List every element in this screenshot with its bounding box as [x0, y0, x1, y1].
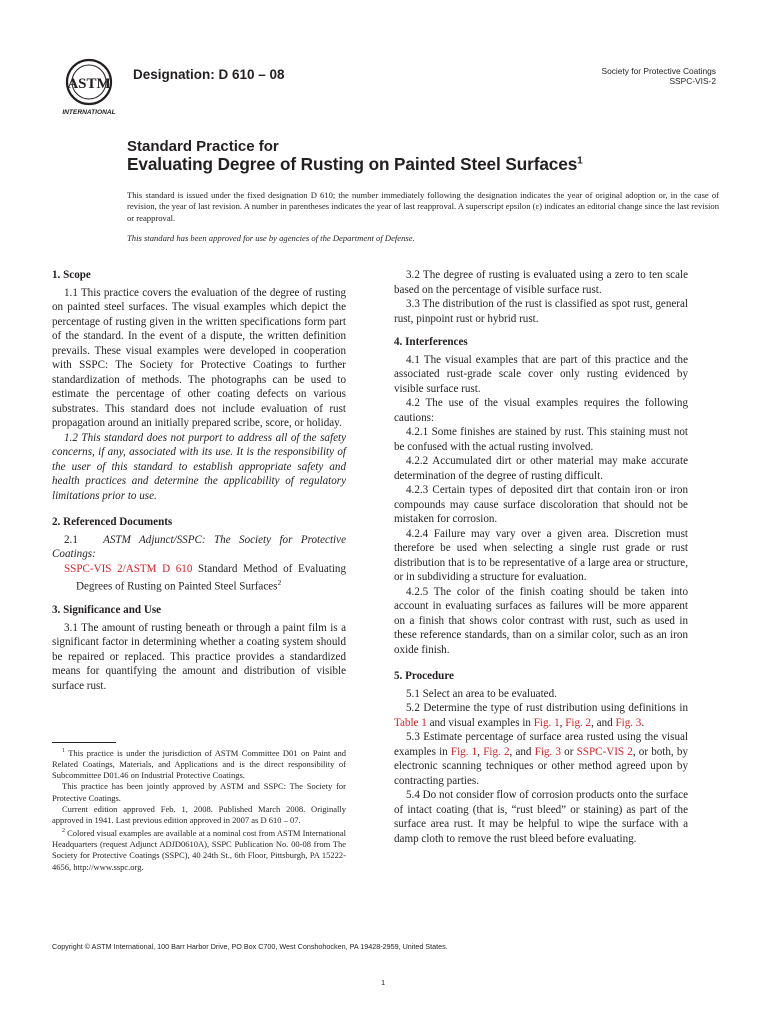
text-run: , [559, 716, 566, 729]
issued-note: This standard is issued under the fixed designation D 610; the number immediately following the designation indicates the year of original adoption or, in the case of revision, the year of last revision. A number in parentheses indicates the year of last reapproval. A superscript epsilon (ε) indicates an editorial change since the last revision or reapproval. [127, 190, 719, 223]
society-header [601, 66, 716, 86]
title-footnote-mark: 1 [577, 155, 583, 167]
paragraph-5-3 [394, 730, 688, 788]
link-fig-1[interactable]: Fig. 1 [450, 745, 478, 758]
text-run: , and [591, 716, 616, 729]
footnote-1-text: This practice is under the jurisdiction of ASTM Committee D01 on Paint and Related Coatings, Materials, and Applications and is the direct responsibility of Subcommittee D01.46 on Industrial Protective Coatings. [52, 747, 346, 781]
copyright-footer: Copyright © ASTM International, 100 Barr Harbor Drive, PO Box C700, West Conshohocken, PA 19428-2959, United States. [52, 942, 448, 951]
paragraph-3-1: 3.1 The amount of rusting beneath or through a paint film is a significant factor in determining whether a coating system should be repaired or replaced. This practice provides a standardized means for quantifying the amount and distribution of visible surface rust. [52, 621, 346, 692]
paragraph-2-1 [52, 533, 346, 562]
footnote-2-mark: 2 [62, 828, 65, 835]
society-name: Society for Protective Coatings [601, 66, 716, 76]
footnote-1-edition: Current edition approved Feb. 1, 2008. Published March 2008. Originally approved in 1941. Last previous edition approved in 2007 as D 610 – 07. [52, 803, 346, 826]
section-heading-significance: 3. Significance and Use [52, 604, 162, 617]
paragraph-4-2-5: 4.2.5 The color of the finish coating should be taken into account in evaluating surfaces as failures will be more apparent on a finish that shows color contrast with rust, such as used in these reference standards, than on a similar color, such as an iron oxide finish. [394, 585, 688, 656]
link-fig-1[interactable]: Fig. 1 [533, 716, 560, 729]
document-title [127, 154, 583, 175]
astm-logo-icon [55, 55, 123, 117]
left-column [52, 268, 346, 693]
text-run: or [560, 745, 577, 758]
paragraph-4-2-2: 4.2.2 Accumulated dirt or other material may make accurate determination of the degree of rusting difficult. [394, 455, 688, 482]
section-heading-interferences: 4. Interferences [394, 336, 468, 348]
footnote-2 [52, 826, 346, 873]
link-table-1[interactable]: Table 1 [394, 716, 427, 729]
section-heading-scope: 1. Scope [52, 269, 91, 281]
text-run: , and [509, 745, 535, 758]
logo-letters: ASTM [67, 76, 111, 92]
link-fig-2[interactable]: Fig. 2 [565, 716, 592, 729]
title-line-2: Evaluating Degree of Rusting on Painted Steel Surfaces [127, 154, 578, 174]
designation: Designation: D 610 – 08 [133, 67, 285, 82]
section-heading-referenced-documents: 2. Referenced Documents [52, 516, 173, 528]
footnote-2-text: Colored visual examples are available at a nominal cost from ASTM International Headquarters (request Adjunct ADJD0610A), SSPC Publication No. 00-08 from The Society for Protective Coatings (SSPC), 40 24th St., 6th Floor, Pittsburgh, PA 15222-4656, http://www.sspc.org. [52, 828, 346, 872]
dod-note: This standard has been approved for use by agencies of the Department of Defense. [127, 233, 415, 243]
paragraph-2-1-number: 2.1 [64, 533, 78, 546]
reference-entry [52, 562, 346, 595]
link-fig-3[interactable]: Fig. 3 [615, 716, 642, 729]
paragraph-4-2-1: 4.2.1 Some finishes are stained by rust. This staining must not be confused with the actual rusting involved. [394, 426, 688, 453]
title-line-1: Standard Practice for [127, 138, 279, 155]
paragraph-4-2-3: 4.2.3 Certain types of deposited dirt that contain iron or iron compounds may cause surface discoloration that should not be mistaken for corrosion. [394, 484, 688, 525]
text-run: , [477, 745, 484, 758]
text-run: and visual examples in [426, 716, 534, 729]
paragraph-1-1: 1.1 This practice covers the evaluation of the degree of rusting on painted steel surfaces. The visual examples which depict the percentage of rusting given in the written specifications form part of the standard. In the event of a dispute, the written definition prevails. These visual examples were developed in cooperation with SSPC: The Society for Protective Coatings to further standardization of methods. The photographs can be used to estimate the percentage of other coating defects on various substrates. This standard does not include evaluation of rust propagation around an initially prepared scribe, score, or holiday. [52, 286, 346, 429]
paragraph-3-3: 3.3 The distribution of the rust is classified as spot rust, general rust, pinpoint rust or hybrid rust. [394, 298, 688, 325]
logo-subtext: INTERNATIONAL [62, 109, 116, 116]
footnote-1 [52, 746, 346, 781]
text-run: 5.2 Determine the type of rust distribution using definitions in [406, 702, 688, 714]
footnote-1-approval: This practice has been jointly approved by ASTM and SSPC: The Society for Protective Coatings. [52, 781, 346, 803]
paragraph-4-2: 4.2 The use of the visual examples requires the following cautions: [394, 397, 688, 424]
paragraph-5-4: 5.4 Do not consider flow of corrosion products onto the surface of intact coating (that is, “rust bleed” or staining) as part of the surface area rust. It may be helpful to wipe the surface with a damp cloth to remove the rust bleed before evaluating. [394, 789, 688, 845]
paragraph-4-1: 4.1 The visual examples that are part of this practice and the associated rust-grade scale cover only rusting evidenced by visible surface rust. [394, 353, 688, 395]
footnote-divider [52, 742, 116, 743]
link-sspc-vis2-astm-d610[interactable]: SSPC-VIS 2/ASTM D 610 [64, 562, 193, 575]
text-run: 5.3 Estimate percentage of surface area rusted using the visual examples in [394, 731, 688, 758]
footnote-1-mark: 1 [62, 748, 65, 754]
society-code: SSPC-VIS-2 [669, 76, 716, 86]
paragraph-1-2: 1.2 This standard does not purport to address all of the safety concerns, if any, associated with its use. It is the responsibility of the user of this standard to establish appropriate safety and health practices and determine the applicability of regulatory limitations prior to use. [52, 431, 346, 502]
right-column [394, 268, 688, 846]
footnotes [52, 746, 346, 873]
paragraph-5-1: 5.1 Select an area to be evaluated. [406, 687, 557, 700]
reference-title: Standard Method of Evaluating Degrees of Rusting on Painted Steel Surfaces [76, 562, 346, 593]
paragraph-5-2 [394, 701, 688, 730]
astm-logo [55, 55, 123, 117]
link-fig-3[interactable]: Fig. 3 [534, 745, 561, 758]
section-heading-procedure: 5. Procedure [394, 670, 454, 682]
paragraph-2-1-text: ASTM Adjunct/SSPC: The Society for Protective Coatings: [52, 533, 346, 560]
link-fig-2[interactable]: Fig. 2 [483, 745, 510, 758]
text-run: . [641, 716, 645, 729]
paragraph-3-2: 3.2 The degree of rusting is evaluated using a zero to ten scale based on the percentage of visible surface rust. [394, 269, 688, 296]
text-run: , or both, by electronic scanning techniques or other method agreed upon by contracting parties. [394, 745, 688, 787]
reference-footnote-mark: 2 [277, 578, 282, 587]
page-number: 1 [381, 978, 386, 987]
paragraph-4-2-4: 4.2.4 Failure may vary over a given area. Discretion must therefore be used when selecting a single rust grade or rust distribution that is to be representative of a large area or structure, or in subdividing a structure for evaluation. [394, 527, 688, 583]
link-sspc-vis-2[interactable]: SSPC-VIS 2 [576, 745, 633, 758]
